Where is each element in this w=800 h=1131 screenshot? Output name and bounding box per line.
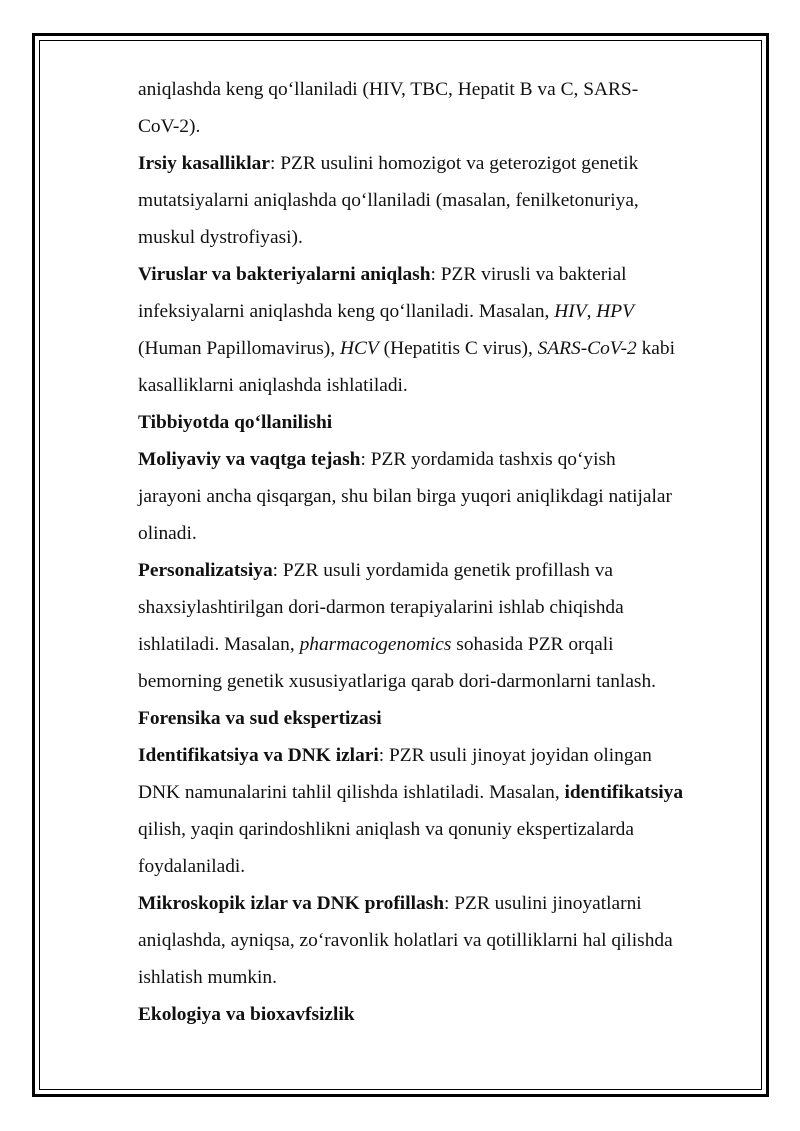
text-run: : PZR usulini homozigot va geterozigot genetik bbox=[270, 153, 639, 174]
text-line bbox=[138, 441, 748, 478]
text-run: aniqlashda keng qo‘llaniladi (HIV, TBC, Hepatit B va C, SARS- bbox=[138, 79, 639, 100]
paragraph-heading: Identifikatsiya va DNK izlari bbox=[138, 745, 379, 766]
text-line bbox=[138, 71, 748, 108]
text-line bbox=[138, 811, 748, 848]
text-run: foydalaniladi. bbox=[138, 856, 246, 877]
paragraph-heading: Irsiy kasalliklar bbox=[138, 153, 270, 174]
text-line bbox=[138, 552, 748, 589]
section-title bbox=[138, 996, 748, 1033]
text-run: mutatsiyalarni aniqlashda qo‘llaniladi (masalan, fenilketonuriya, bbox=[138, 190, 639, 211]
text-line bbox=[138, 922, 748, 959]
text-line bbox=[138, 219, 748, 256]
text-run: (Hepatitis C virus), bbox=[378, 338, 538, 359]
italic-term: pharmacogenomics bbox=[299, 634, 452, 655]
text-run: jarayoni ancha qisqargan, shu bilan birga yuqori aniqlikdagi natijalar bbox=[138, 486, 672, 507]
text-run: (Human Papillomavirus), bbox=[138, 338, 340, 359]
text-line bbox=[138, 663, 748, 700]
text-line bbox=[138, 959, 748, 996]
section-title-text: Ekologiya va bioxavfsizlik bbox=[138, 1004, 355, 1025]
text-line bbox=[138, 478, 748, 515]
text-run: muskul dystrofiyasi). bbox=[138, 227, 303, 248]
text-run: : PZR usuli yordamida genetik profillash va bbox=[272, 560, 613, 581]
text-line bbox=[138, 737, 748, 774]
text-line bbox=[138, 515, 748, 552]
text-line bbox=[138, 626, 748, 663]
text-run: ishlatiladi. Masalan, bbox=[138, 634, 300, 655]
text-run: : PZR virusli va bakterial bbox=[430, 264, 627, 285]
text-line bbox=[138, 108, 748, 145]
text-run: DNK namunalarini tahlil qilishda ishlatiladi. Masalan, bbox=[138, 782, 565, 803]
document-body bbox=[138, 71, 748, 1033]
paragraph-heading: Viruslar va bakteriyalarni aniqlash bbox=[138, 264, 431, 285]
italic-term: HPV bbox=[596, 301, 634, 322]
text-run: ishlatish mumkin. bbox=[138, 967, 277, 988]
text-run: bemorning genetik xususiyatlariga qarab dori-darmonlarni tanlash. bbox=[138, 671, 657, 692]
text-run: , bbox=[586, 301, 597, 322]
text-run: infeksiyalarni aniqlashda keng qo‘llaniladi. Masalan, bbox=[138, 301, 555, 322]
paragraph-heading: Personalizatsiya bbox=[138, 560, 273, 581]
text-run: kabi bbox=[636, 338, 675, 359]
text-run: shaxsiylashtirilgan dori-darmon terapiyalarini ishlab chiqishda bbox=[138, 597, 624, 618]
italic-term: SARS-CoV-2 bbox=[537, 338, 637, 359]
text-run: kasalliklarni aniqlashda ishlatiladi. bbox=[138, 375, 408, 396]
bold-term: identifikatsiya bbox=[564, 782, 684, 803]
text-line bbox=[138, 330, 748, 367]
text-line bbox=[138, 774, 748, 811]
text-line bbox=[138, 589, 748, 626]
paragraph-heading: Mikroskopik izlar va DNK profillash bbox=[138, 893, 444, 914]
text-run: qilish, yaqin qarindoshlikni aniqlash va qonuniy ekspertizalarda bbox=[138, 819, 634, 840]
text-run: : PZR usuli jinoyat joyidan olingan bbox=[378, 745, 652, 766]
text-run: olinadi. bbox=[138, 523, 197, 544]
text-line bbox=[138, 293, 748, 330]
italic-term: HCV bbox=[339, 338, 379, 359]
text-run: CoV-2). bbox=[138, 116, 201, 137]
text-run: aniqlashda, ayniqsa, zo‘ravonlik holatlari va qotilliklarni hal qilishda bbox=[138, 930, 673, 951]
text-line bbox=[138, 367, 748, 404]
section-title bbox=[138, 700, 748, 737]
text-line bbox=[138, 256, 748, 293]
text-run: sohasida PZR orqali bbox=[451, 634, 614, 655]
text-line bbox=[138, 145, 748, 182]
italic-term: HIV bbox=[554, 301, 587, 322]
text-run: : PZR usulini jinoyatlarni bbox=[444, 893, 642, 914]
text-line bbox=[138, 848, 748, 885]
text-run: : PZR yordamida tashxis qo‘yish bbox=[360, 449, 616, 470]
section-title bbox=[138, 404, 748, 441]
paragraph-heading: Moliyaviy va vaqtga tejash bbox=[138, 449, 361, 470]
section-title-text: Tibbiyotda qo‘llanilishi bbox=[138, 412, 333, 433]
text-line bbox=[138, 885, 748, 922]
section-title-text: Forensika va sud ekspertizasi bbox=[138, 708, 382, 729]
text-line bbox=[138, 182, 748, 219]
